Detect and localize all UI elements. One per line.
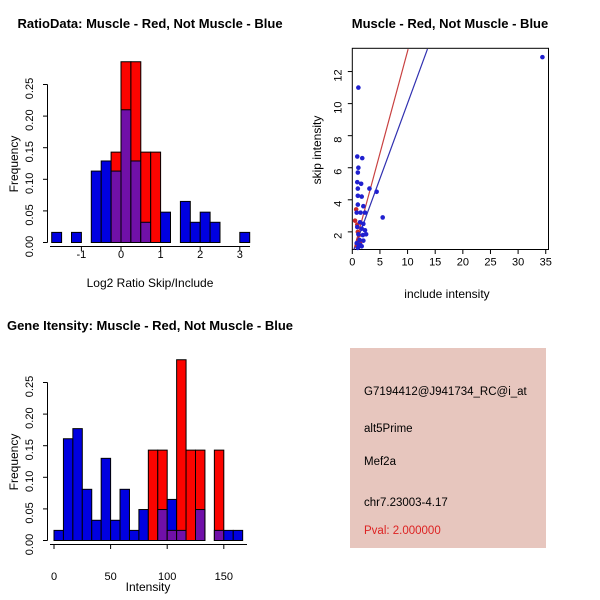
svg-text:0.20: 0.20 (24, 109, 36, 131)
gene-intensity-ylabel: Frequency (7, 433, 21, 491)
gene-name-text: Mef2a (364, 456, 396, 468)
svg-text:2: 2 (332, 232, 345, 239)
svg-text:150: 150 (214, 571, 233, 583)
svg-text:0.20: 0.20 (24, 407, 36, 429)
svg-text:25: 25 (484, 256, 497, 269)
svg-text:0: 0 (50, 571, 58, 583)
pval-text: Pval: 2.000000 (364, 525, 441, 537)
svg-text:30: 30 (511, 256, 525, 269)
svg-text:15: 15 (429, 256, 442, 269)
svg-text:0.15: 0.15 (24, 438, 36, 461)
svg-text:0: 0 (117, 249, 125, 261)
svg-text:50: 50 (104, 571, 117, 583)
location-text: chr7.23003-4.17 (364, 497, 448, 509)
svg-text:3: 3 (236, 249, 243, 261)
svg-text:10: 10 (332, 101, 345, 114)
svg-text:0.10: 0.10 (24, 470, 36, 493)
ratio-histogram-title: RatioData: Muscle - Red, Not Muscle - Blue (17, 16, 283, 31)
info-panel (350, 348, 546, 548)
svg-text:5: 5 (376, 256, 383, 269)
svg-text:-1: -1 (76, 249, 87, 261)
gene-intensity-xlabel: Intensity (125, 580, 171, 594)
svg-text:2: 2 (197, 249, 204, 261)
svg-text:0.00: 0.00 (24, 533, 36, 556)
svg-text:4: 4 (332, 200, 345, 207)
event-type-text: alt5Prime (364, 423, 413, 435)
svg-text:0.25: 0.25 (24, 375, 36, 398)
ratio-histogram-ylabel: Frequency (7, 135, 21, 193)
svg-text:0.05: 0.05 (24, 204, 36, 226)
svg-text:10: 10 (401, 256, 414, 269)
probe-id-text: G7194412@J941734_RC@i_at (364, 386, 527, 398)
svg-text:12: 12 (332, 69, 345, 82)
svg-text:100: 100 (158, 571, 177, 583)
gene-intensity-histogram-title: Gene Itensity: Muscle - Red, Not Muscle - Blue (6, 318, 294, 333)
svg-text:1: 1 (157, 249, 164, 261)
svg-text:6: 6 (332, 168, 345, 175)
ratio-histogram-xlabel: Log2 Ratio Skip/Include (86, 276, 214, 290)
svg-text:0.05: 0.05 (24, 502, 36, 524)
svg-text:0.00: 0.00 (24, 235, 36, 258)
svg-text:0.10: 0.10 (24, 172, 36, 195)
svg-text:20: 20 (456, 256, 469, 269)
svg-text:0.25: 0.25 (24, 77, 36, 100)
svg-text:0.15: 0.15 (24, 140, 36, 163)
svg-text:35: 35 (539, 256, 552, 269)
scatter-ylabel: skip intensity (310, 115, 324, 185)
svg-text:0: 0 (349, 256, 356, 269)
scatter-title: Muscle - Red, Not Muscle - Blue (351, 16, 549, 31)
scatter-xlabel: include intensity (404, 287, 490, 301)
svg-text:8: 8 (332, 136, 345, 143)
